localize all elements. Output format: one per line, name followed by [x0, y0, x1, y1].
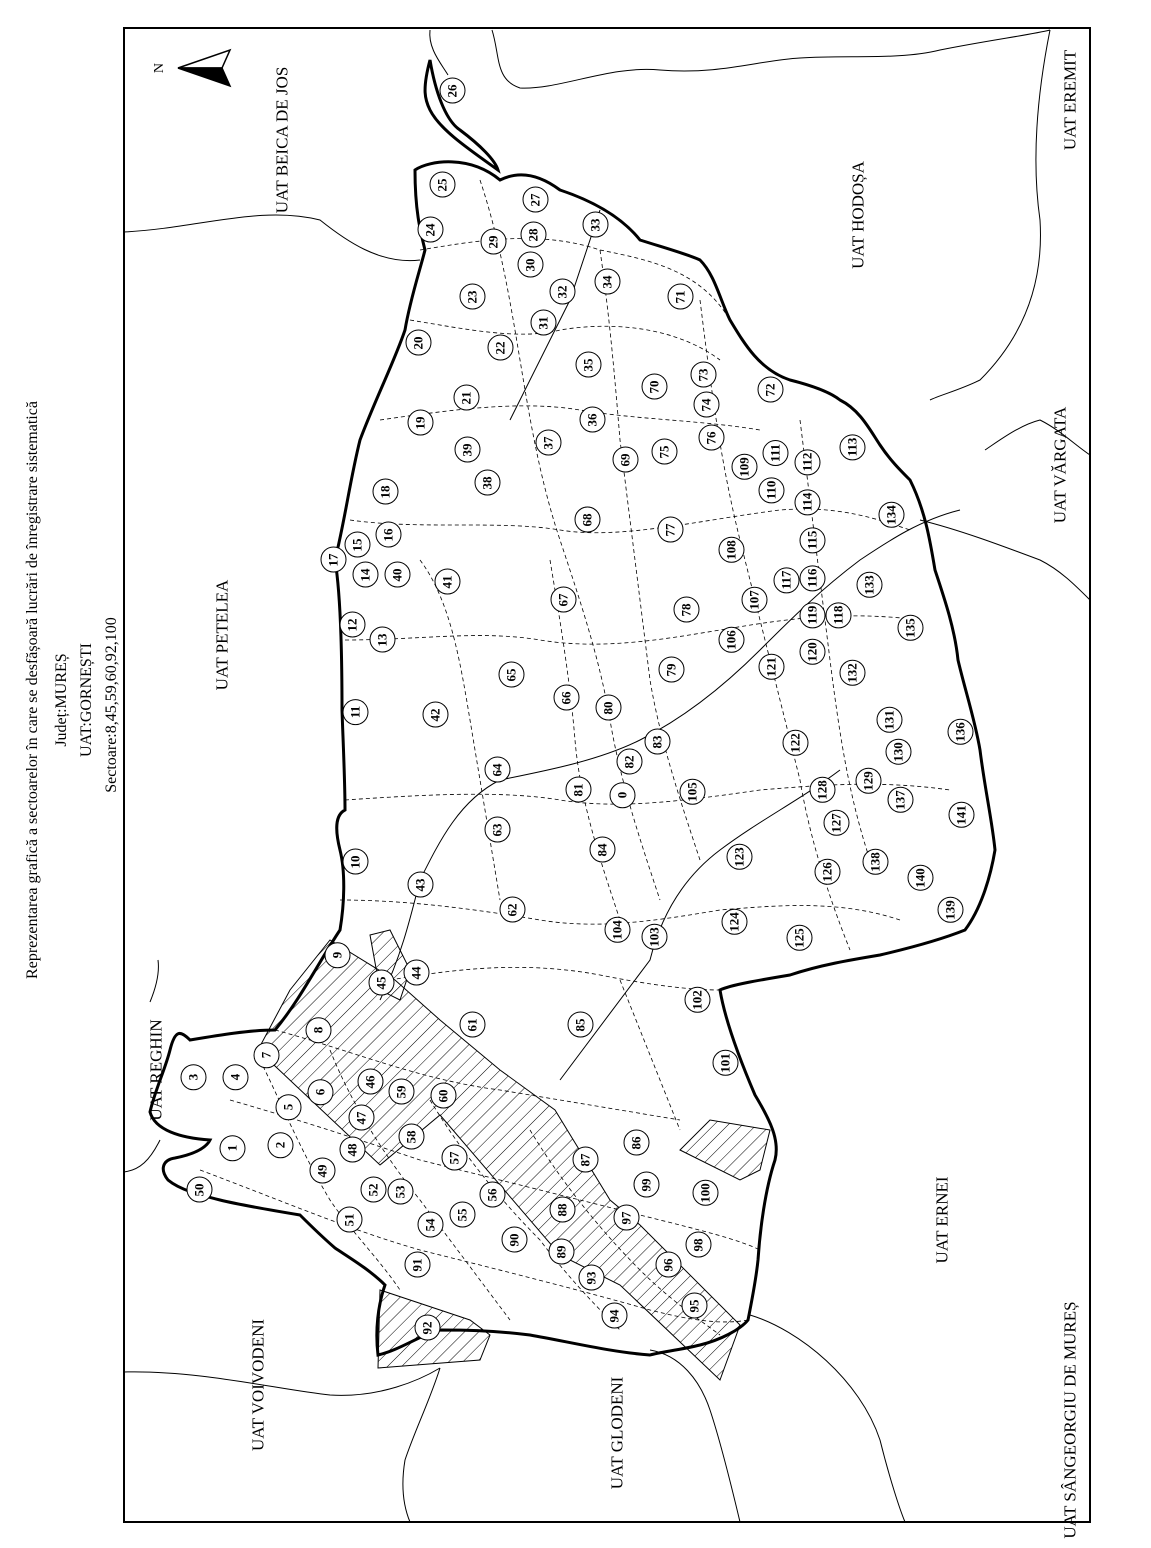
- sector-label-128: 128: [814, 780, 830, 800]
- sector-label-14: 14: [357, 568, 373, 582]
- sector-label-43: 43: [412, 878, 428, 892]
- sector-label-97: 97: [618, 1211, 634, 1225]
- sector-label-1: 1: [224, 1144, 240, 1152]
- sector-label-131: 131: [881, 710, 897, 730]
- sector-label-38: 38: [479, 476, 495, 490]
- sector-label-23: 23: [464, 290, 480, 304]
- sector-label-75: 75: [656, 445, 672, 459]
- sector-label-94: 94: [606, 1309, 622, 1323]
- sector-label-59: 59: [393, 1085, 409, 1099]
- sector-label-55: 55: [454, 1208, 470, 1222]
- sector-label-109: 109: [736, 457, 752, 477]
- sector-label-26: 26: [444, 84, 460, 98]
- title-line-2: Județ:MUREȘ: [53, 653, 70, 747]
- sector-label-84: 84: [594, 843, 610, 857]
- sector-label-136: 136: [952, 722, 968, 742]
- sector-label-72: 72: [762, 383, 778, 397]
- uat-beica-de-jos: UAT BEICA DE JOS: [272, 66, 292, 214]
- sector-label-141: 141: [953, 805, 969, 825]
- sector-label-116: 116: [804, 568, 820, 588]
- uat-petelea: UAT PETELEA: [212, 579, 232, 691]
- sector-label-137: 137: [892, 790, 908, 810]
- north-label: N: [152, 62, 167, 74]
- sector-label-40: 40: [389, 568, 405, 582]
- sector-label-56: 56: [484, 1188, 500, 1202]
- sector-label-130: 130: [890, 742, 906, 762]
- sector-label-76: 76: [703, 431, 719, 445]
- sector-label-106: 106: [723, 630, 739, 650]
- sector-label-36: 36: [584, 413, 600, 427]
- sector-label-95: 95: [686, 1299, 702, 1313]
- uat-sangeorgiu-de-mures: UAT SÂNGEORGIU DE MUREȘ: [1060, 1301, 1080, 1539]
- sector-label-100: 100: [697, 1183, 713, 1203]
- sector-label-13: 13: [374, 633, 390, 647]
- sector-label-119: 119: [804, 605, 820, 625]
- sector-label-113: 113: [844, 437, 860, 457]
- sector-label-102: 102: [689, 990, 705, 1010]
- sector-label-70: 70: [646, 380, 662, 394]
- sector-label-11: 11: [347, 705, 363, 719]
- sector-label-60: 60: [435, 1089, 451, 1103]
- sector-label-122: 122: [787, 733, 803, 753]
- sector-label-17: 17: [325, 553, 341, 567]
- sector-label-108: 108: [723, 540, 739, 560]
- sector-label-77: 77: [662, 523, 678, 537]
- sector-label-115: 115: [804, 530, 820, 550]
- sector-label-58: 58: [403, 1130, 419, 1144]
- sector-label-51: 51: [341, 1213, 357, 1227]
- sector-label-68: 68: [579, 513, 595, 527]
- sector-label-3: 3: [185, 1073, 201, 1081]
- sector-label-48: 48: [344, 1143, 360, 1157]
- sector-label-54: 54: [422, 1218, 438, 1232]
- sector-label-90: 90: [506, 1233, 522, 1247]
- sector-label-114: 114: [799, 492, 815, 512]
- sector-label-25: 25: [434, 178, 450, 192]
- sector-label-27: 27: [527, 193, 543, 207]
- sector-label-66: 66: [558, 691, 574, 705]
- uat-voivodeni: UAT VOIVODENI: [248, 1318, 268, 1452]
- sector-label-85: 85: [572, 1018, 588, 1032]
- sector-label-74: 74: [698, 398, 714, 412]
- sector-label-105: 105: [684, 782, 700, 802]
- uat-eremit: UAT EREMIT: [1060, 49, 1080, 151]
- sector-label-139: 139: [942, 900, 958, 920]
- sector-label-57: 57: [446, 1151, 462, 1165]
- sector-label-15: 15: [349, 538, 365, 552]
- sector-label-2: 2: [272, 1141, 288, 1149]
- sector-label-111: 111: [767, 443, 783, 463]
- sector-label-39: 39: [459, 443, 475, 457]
- sector-label-133: 133: [861, 575, 877, 595]
- sector-label-31: 31: [535, 316, 551, 330]
- sector-label-5: 5: [280, 1103, 296, 1111]
- sector-label-20: 20: [410, 336, 426, 350]
- uat-hodosa: UAT HODOȘA: [848, 161, 868, 269]
- uat-glodeni: UAT GLODENI: [607, 1376, 627, 1490]
- sector-label-83: 83: [649, 735, 665, 749]
- sector-label-127: 127: [828, 813, 844, 833]
- sector-label-92: 92: [419, 1321, 435, 1335]
- sector-label-104: 104: [609, 920, 625, 940]
- sector-label-126: 126: [819, 862, 835, 882]
- uat-reghin: UAT REGHIN: [146, 1019, 166, 1121]
- sector-label-89: 89: [553, 1245, 569, 1259]
- sector-label-121: 121: [763, 657, 779, 677]
- sector-label-138: 138: [867, 852, 883, 872]
- sector-label-64: 64: [489, 763, 505, 777]
- sector-label-124: 124: [726, 912, 742, 932]
- sector-label-28: 28: [525, 228, 541, 242]
- sector-label-24: 24: [422, 223, 438, 237]
- sector-label-9: 9: [329, 951, 345, 959]
- sector-label-125: 125: [791, 928, 807, 948]
- sector-label-140: 140: [912, 868, 928, 888]
- sector-label-87: 87: [577, 1153, 593, 1167]
- sector-label-107: 107: [746, 590, 762, 610]
- uat-vargata: UAT VĂRGATA: [1050, 406, 1070, 524]
- sector-label-99: 99: [638, 1178, 654, 1192]
- sector-label-86: 86: [628, 1136, 644, 1150]
- sector-label-0: 0: [614, 791, 630, 799]
- sector-label-22: 22: [492, 341, 508, 355]
- sector-label-42: 42: [427, 708, 443, 722]
- sector-label-61: 61: [464, 1018, 480, 1032]
- sector-label-8: 8: [310, 1026, 326, 1034]
- sector-label-21: 21: [458, 391, 474, 405]
- sector-label-49: 49: [314, 1164, 330, 1178]
- sector-label-103: 103: [646, 927, 662, 947]
- sector-label-47: 47: [353, 1111, 369, 1125]
- sector-label-96: 96: [660, 1258, 676, 1272]
- sector-label-120: 120: [804, 642, 820, 662]
- uat-ernei: UAT ERNEI: [932, 1176, 952, 1264]
- sector-label-18: 18: [377, 485, 393, 499]
- sector-label-34: 34: [599, 275, 615, 289]
- sector-label-67: 67: [555, 593, 571, 607]
- sector-label-117: 117: [778, 570, 794, 590]
- sector-label-46: 46: [362, 1075, 378, 1089]
- sector-label-112: 112: [799, 452, 815, 472]
- sector-label-32: 32: [554, 285, 570, 299]
- sector-label-4: 4: [227, 1073, 243, 1081]
- sector-label-30: 30: [522, 258, 538, 272]
- roads: [377, 210, 960, 1080]
- sector-label-16: 16: [380, 528, 396, 542]
- sector-label-80: 80: [600, 701, 616, 715]
- sector-label-132: 132: [844, 663, 860, 683]
- sector-label-123: 123: [731, 847, 747, 867]
- sector-label-45: 45: [373, 976, 389, 990]
- sector-label-65: 65: [503, 668, 519, 682]
- title-line-1: Reprezentarea grafică a sectoarelor în care se desfășoară lucrări de înregistrare sistematică: [24, 401, 41, 979]
- sector-label-37: 37: [540, 436, 556, 450]
- sector-label-6: 6: [312, 1088, 328, 1096]
- sector-label-78: 78: [678, 603, 694, 617]
- sector-label-81: 81: [570, 783, 586, 797]
- title-line-4: Sectoare:8,45,59,60,92,100: [103, 617, 120, 793]
- sector-label-118: 118: [830, 605, 846, 625]
- sector-label-129: 129: [860, 771, 876, 791]
- sector-label-134: 134: [883, 505, 899, 525]
- sector-label-79: 79: [663, 663, 679, 677]
- sector-label-93: 93: [583, 1271, 599, 1285]
- sector-label-135: 135: [902, 618, 918, 638]
- sector-label-7: 7: [258, 1051, 274, 1059]
- sector-label-10: 10: [347, 855, 363, 869]
- sector-label-29: 29: [485, 235, 501, 249]
- sector-label-88: 88: [554, 1203, 570, 1217]
- sector-label-63: 63: [489, 823, 505, 837]
- north-arrow-icon: [178, 50, 230, 86]
- sector-label-82: 82: [621, 755, 637, 769]
- sector-label-35: 35: [580, 358, 596, 372]
- sector-label-71: 71: [672, 290, 688, 304]
- title-line-3: UAT:GORNEȘTI: [78, 643, 95, 757]
- sector-label-110: 110: [763, 480, 779, 500]
- sector-label-33: 33: [587, 218, 603, 232]
- sector-label-52: 52: [365, 1183, 381, 1197]
- sector-label-12: 12: [344, 618, 360, 632]
- sector-label-62: 62: [504, 903, 520, 917]
- sector-label-50: 50: [191, 1183, 207, 1197]
- sector-label-69: 69: [617, 453, 633, 467]
- sector-label-53: 53: [392, 1185, 408, 1199]
- sector-label-73: 73: [695, 368, 711, 382]
- sector-label-44: 44: [408, 966, 424, 980]
- sector-label-41: 41: [439, 575, 455, 589]
- sector-label-101: 101: [717, 1053, 733, 1073]
- sector-label-98: 98: [690, 1238, 706, 1252]
- sector-label-91: 91: [409, 1258, 425, 1272]
- sector-label-19: 19: [412, 416, 428, 430]
